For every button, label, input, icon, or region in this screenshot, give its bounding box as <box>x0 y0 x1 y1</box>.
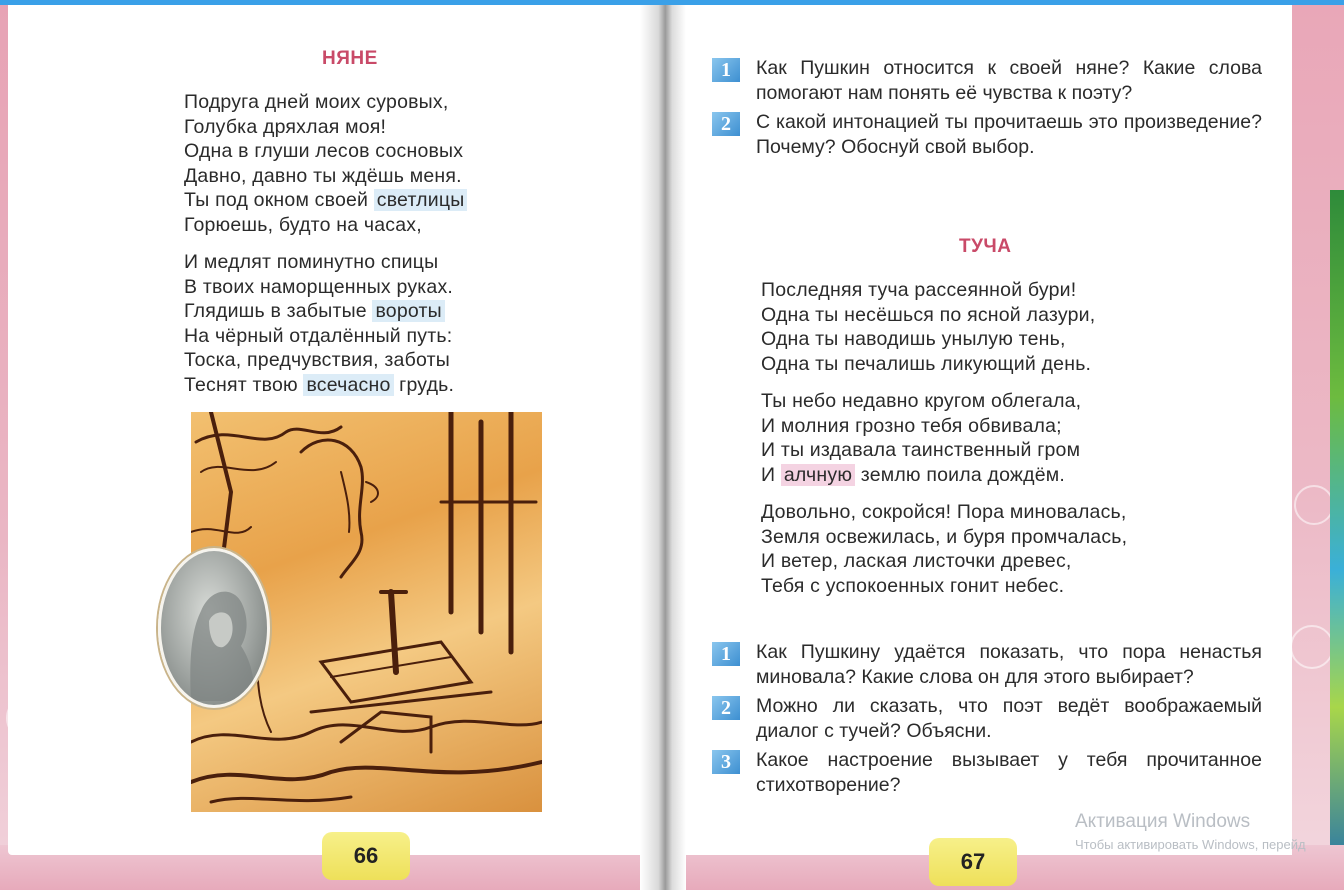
poem-stanza <box>761 500 1127 598</box>
question-text: Какое настроение вызывает у тебя прочитанное стихотворение? <box>756 749 1262 796</box>
question-item <box>712 640 1262 689</box>
poem-tucha <box>761 278 1127 611</box>
poem-line <box>761 463 1127 488</box>
question-item <box>712 110 1262 159</box>
question-item <box>712 56 1262 105</box>
poem-line: Одна ты несёшься по ясной лазури, <box>761 303 1096 326</box>
question-number-badge: 2 <box>712 112 740 136</box>
poem-line: На чёрный отдалённый путь: <box>184 324 453 347</box>
poem-line: Горюешь, будто на часах, <box>184 213 422 236</box>
line-text: грудь. <box>393 373 455 396</box>
highlighted-word: алчную <box>781 464 855 486</box>
poem-line: И ветер, лаская листочки древес, <box>761 550 1072 572</box>
poem-line: Тоска, предчувствия, заботы <box>184 349 450 371</box>
poem-line: Земля освежилась, и буря промчалась, <box>761 525 1128 548</box>
questions-top <box>712 56 1262 164</box>
poem-line: Одна ты наводишь унылую тень, <box>761 328 1066 350</box>
poem-line: Голубка дряхлая моя! <box>184 115 387 138</box>
poem-line: Последняя туча рассеянной бури! <box>761 279 1077 301</box>
poem-line: В твоих наморщенных руках. <box>184 275 454 298</box>
page-number-left: 66 <box>322 832 410 880</box>
question-number-badge: 3 <box>712 750 740 774</box>
poem-line: Одна в глуши лесов сосновых <box>184 140 464 162</box>
windows-activation-subtitle: Чтобы активировать Windows, перейд <box>1075 837 1306 852</box>
question-number-badge: 1 <box>712 642 740 666</box>
highlighted-word: вороты <box>372 300 444 322</box>
line-text: Теснят твою <box>184 373 304 396</box>
page-number-right: 67 <box>929 838 1017 886</box>
poem-line <box>184 373 467 398</box>
poem-line: И ты издавала таинственный гром <box>761 439 1081 461</box>
poem-line <box>184 188 467 213</box>
line-text: Глядишь в забытые <box>184 300 373 322</box>
poem-line: И молния грозно тебя обвивала; <box>761 414 1062 437</box>
highlighted-word: всечасно <box>303 374 393 396</box>
line-text: И <box>761 463 781 486</box>
poem-line: Довольно, сокройся! Пора миновалась, <box>761 501 1127 523</box>
question-text: Как Пушкин относится к своей няне? Какие слова помогают нам понять её чувства к поэту? <box>756 57 1262 104</box>
poem-line: Одна ты печалишь ликующий день. <box>761 352 1092 375</box>
poem-line: Ты небо недавно кругом облегала, <box>761 390 1082 412</box>
poem-line <box>184 299 467 324</box>
question-number-badge: 2 <box>712 696 740 720</box>
poem-line: Тебя с успокоенных гонит небес. <box>761 574 1065 597</box>
poem-line: Подруга дней моих суровых, <box>184 91 449 113</box>
windows-activation-title: Активация Windows <box>1075 811 1251 832</box>
question-item <box>712 694 1262 743</box>
question-text: С какой интонацией ты прочитаешь это произведение? Почему? Обоснуй свой выбор. <box>756 111 1262 158</box>
question-text: Можно ли сказать, что поэт ведёт воображаемый диалог с тучей? Объясни. <box>756 695 1262 742</box>
highlighted-word: светлицы <box>374 189 468 211</box>
questions-bottom <box>712 640 1262 802</box>
book-spine <box>640 5 686 890</box>
question-number-badge: 1 <box>712 58 740 82</box>
poem-nyane <box>184 90 467 410</box>
poem-stanza <box>184 250 467 397</box>
poem-title-tucha: ТУЧА <box>959 236 1012 257</box>
poem-stanza <box>184 90 467 237</box>
question-item <box>712 748 1262 797</box>
nanny-portrait-medallion <box>158 548 270 708</box>
question-text: Как Пушкину удаётся показать, что пора ненастья миновала? Какие слова он для этого выбирает? <box>756 641 1262 688</box>
poem-title-nyane: НЯНЕ <box>322 48 378 69</box>
poem-line: Давно, давно ты ждёшь меня. <box>184 164 462 187</box>
poem-stanza <box>761 278 1127 376</box>
poem-stanza <box>761 389 1127 487</box>
line-text: землю поила дождём. <box>855 463 1066 486</box>
poem-line: И медлят поминутно спицы <box>184 251 439 273</box>
desktop-background-strip <box>1330 190 1344 880</box>
line-text: Ты под окном своей <box>184 189 374 211</box>
